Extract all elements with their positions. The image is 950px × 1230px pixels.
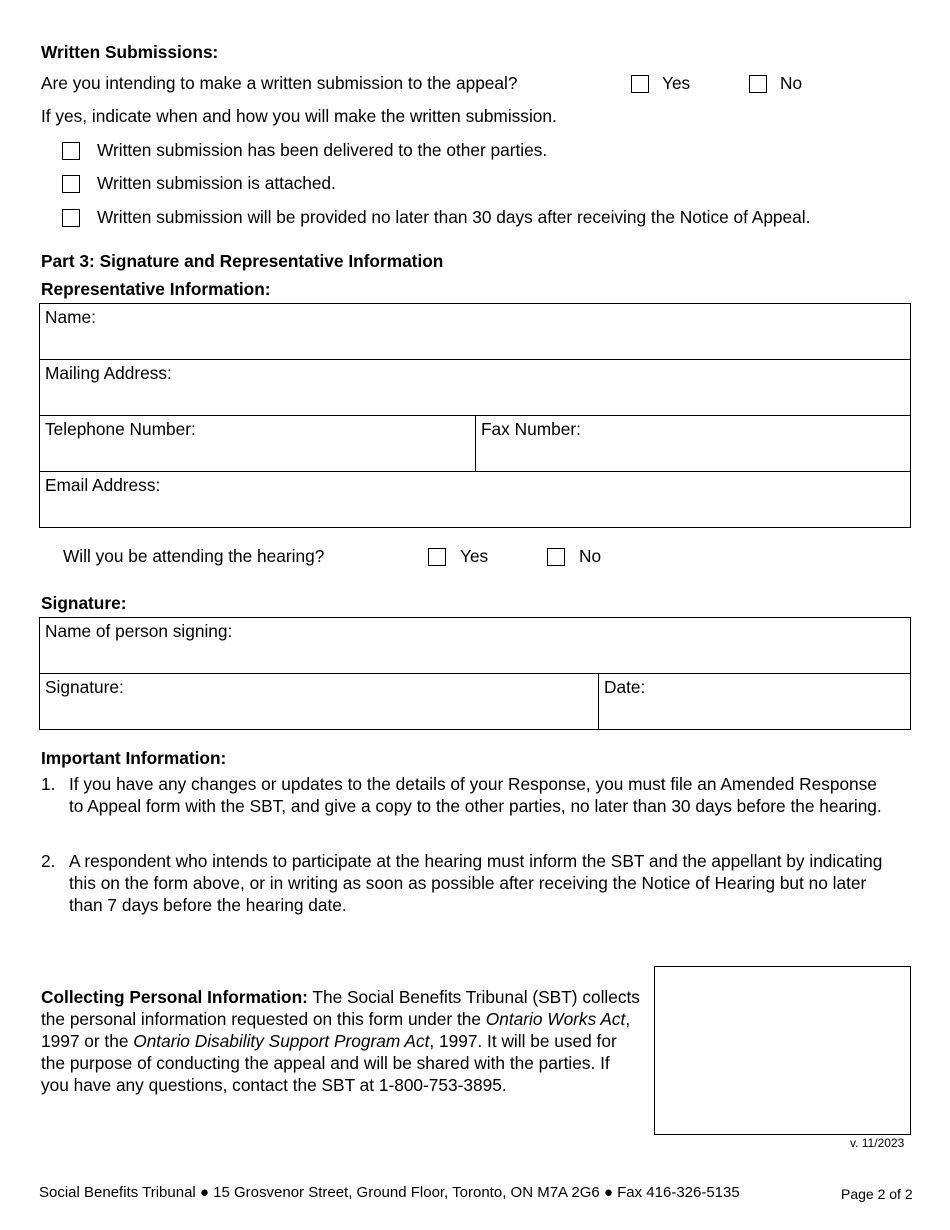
rep-mailing-address-field[interactable]: Mailing Address: [45, 363, 172, 383]
privacy-text-2: , 1997 or the [41, 1009, 631, 1051]
privacy-heading: Collecting Personal Information: [41, 987, 308, 1007]
rep-name-field[interactable]: Name: [45, 307, 96, 327]
rep-fax-field[interactable]: Fax Number: [481, 419, 581, 439]
page-number: Page 2 of 2 [841, 1186, 913, 1202]
rep-telephone-field[interactable]: Telephone Number: [45, 419, 196, 439]
privacy-notice [41, 986, 641, 1096]
option-attached-checkbox[interactable] [62, 175, 80, 193]
important-item-1-number: 1. [41, 774, 56, 794]
part3-heading: Part 3: Signature and Representative Information [41, 251, 444, 271]
representative-heading: Representative Information: [41, 279, 271, 299]
signature-field[interactable]: Signature: [45, 677, 124, 697]
option-later-label: Written submission will be provided no later than 30 days after receiving the Notice of Appeal. [97, 207, 811, 227]
attending-no-label: No [579, 546, 602, 566]
written-submission-yes-label: Yes [662, 73, 691, 93]
footer-address: Social Benefits Tribunal ● 15 Grosvenor Street, Ground Floor, Toronto, ON M7A 2G6 ● Fax 416-326-5135 [39, 1184, 740, 1201]
version-label: v. 11/2023 [850, 1136, 905, 1150]
important-item-1 [41, 773, 891, 817]
written-submission-no-checkbox[interactable] [749, 75, 767, 93]
important-info-heading: Important Information: [41, 748, 227, 768]
privacy-text-3: , 1997. It will be used for the purpose of conducting the appeal and will be shared with the parties. If you have any questions, contact the SBT at 1-800-753-3895. [41, 1031, 617, 1095]
attending-no-checkbox[interactable] [547, 548, 565, 566]
privacy-act-ontario-works: Ontario Works Act [485, 1009, 626, 1029]
written-submission-yes-checkbox[interactable] [631, 75, 649, 93]
written-submissions-heading: Written Submissions: [41, 42, 219, 62]
important-item-2-number: 2. [41, 851, 56, 871]
option-delivered-checkbox[interactable] [62, 142, 80, 160]
name-of-person-signing-field[interactable]: Name of person signing: [45, 621, 233, 641]
important-item-1-text: If you have any changes or updates to the details of your Response, you must file an Amended Response to Appeal form with the SBT, and give a copy to the other parties, no later than 30 days before the hearing. [69, 774, 882, 816]
rep-email-field[interactable]: Email Address: [45, 475, 161, 495]
representative-info-table [39, 303, 911, 528]
written-submission-no-label: No [780, 73, 803, 93]
signature-table [39, 617, 911, 730]
important-item-2-text: A respondent who intends to participate at the hearing must inform the SBT and the appellant by indicating this on the form above, or in writing as soon as possible after receiving the Notice of Hearing but no later than 7 days before the hearing date. [69, 851, 883, 915]
privacy-text-1: The Social Benefits Tribunal (SBT) collects the personal information requested on this form under the [41, 987, 640, 1029]
important-item-2 [41, 850, 891, 916]
written-submission-question: Are you intending to make a written submission to the appeal? [41, 73, 518, 93]
office-use-box [654, 966, 911, 1135]
attending-question: Will you be attending the hearing? [63, 546, 325, 566]
signature-heading: Signature: [41, 593, 127, 613]
option-later-checkbox[interactable] [62, 209, 80, 227]
written-submission-instruction: If yes, indicate when and how you will make the written submission. [41, 106, 557, 126]
attending-yes-checkbox[interactable] [428, 548, 446, 566]
option-delivered-label: Written submission has been delivered to the other parties. [97, 140, 548, 160]
option-attached-label: Written submission is attached. [97, 173, 336, 193]
privacy-act-odsp: Ontario Disability Support Program Act [133, 1031, 430, 1051]
date-field[interactable]: Date: [604, 677, 646, 697]
attending-yes-label: Yes [460, 546, 489, 566]
